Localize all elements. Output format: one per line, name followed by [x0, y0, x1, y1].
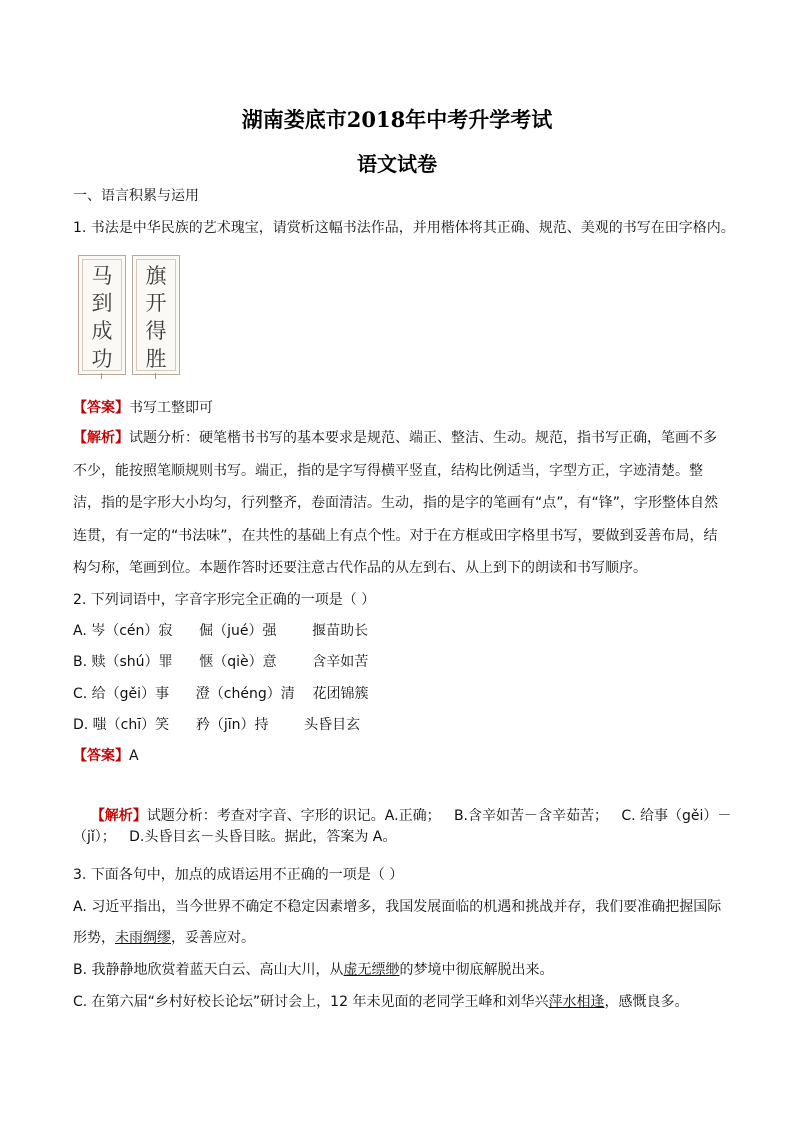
option-text: 形势， [73, 930, 115, 946]
calligraphy-artwork [78, 255, 186, 380]
q3-option-a-line2 [73, 928, 255, 948]
q2-option-d: D. 嗤（chī）笑 矜（jīn）持 头昏目玄 [73, 717, 361, 733]
calligraphy-char: 成 [91, 319, 113, 343]
section-heading: 一、语言积累与运用 [73, 188, 199, 204]
q3-option-c [73, 992, 688, 1012]
analysis-tag: 【解析】 [73, 430, 129, 446]
q3-option-a-line1: A. 习近平指出，当今世界不确定不稳定因素增多，我国发展面临的机遇和挑战并存，我们要准确把握国际 [73, 899, 722, 915]
q3-option-b [73, 960, 554, 980]
calligraphy-char: 旗 [145, 264, 167, 288]
option-text: B. 我静静地欣赏着蓝天白云、高山大川，从 [73, 962, 344, 978]
calligraphy-char: 功 [91, 347, 113, 371]
q2-option-c: C. 给（gěi）事 澄（chéng）清 花团锦簇 [73, 686, 369, 702]
q1-answer [73, 398, 213, 418]
q2-answer [73, 746, 139, 766]
exam-subtitle: 语文试卷 [357, 152, 437, 176]
idiom-underlined: 虚无缥缈 [343, 962, 400, 978]
calligraphy-char: 开 [145, 291, 167, 315]
q1-analysis [73, 422, 723, 585]
answer-text: 书写工整即可 [129, 400, 213, 416]
calligraphy-char: 马 [91, 264, 113, 288]
answer-tag: 【答案】 [73, 400, 129, 416]
answer-text: A [129, 748, 139, 764]
question-3: 3. 下面各句中，加点的成语运用不正确的一项是（ ） [73, 867, 404, 883]
question-1: 1. 书法是中华民族的艺术瑰宝，请赏析这幅书法作品，并用楷体将其正确、规范、美观的书写在田字格内。 [73, 220, 735, 236]
analysis-tag: 【解析】 [90, 808, 147, 824]
question-2: 2. 下列词语中，字音字形完全正确的一项是（ ） [73, 592, 376, 608]
answer-tag: 【答案】 [73, 748, 129, 764]
option-text: ，感慨良多。 [604, 994, 689, 1010]
calligraphy-left-column [78, 255, 126, 375]
exam-title: 湖南娄底市2018年中考升学考试 [241, 107, 553, 132]
calligraphy-char: 得 [145, 319, 167, 343]
idiom-underlined: 萍水相逢 [548, 994, 605, 1010]
calligraphy-char: 胜 [145, 347, 167, 371]
q2-analysis-line2: （jǐ）； D.头昏目玄－头昏目眩。据此，答案为 A。 [73, 829, 397, 845]
option-text: ，妥善应对。 [171, 930, 255, 946]
q2-option-a: A. 岑（cén）寂 倔（jué）强 揠苗助长 [73, 623, 369, 639]
calligraphy-char: 到 [91, 291, 113, 315]
q2-option-b: B. 赎（shú）罪 惬（qiè）意 含辛如苦 [73, 654, 369, 670]
analysis-text: 试题分析：硬笔楷书书写的基本要求是规范、端正、整洁、生动。规范，指书写正确，笔画不多不少，能按照笔顺规则书写。端正，指的是字写得横平竖直，结构比例适当，字型方正，字迹清楚。整洁，指的是字形大小均匀，行列整齐，卷面清洁。生动，指的是字的笔画有“点”，有“锋”，字形整体自然连贯，有一定的“书法味”，在共性的基础上有点个性。对于在方框或田字格里书写，要做到妥善布局，结构匀称，笔画到位。本题作答时还要注意古代作品的从左到右、从上到下的朗读和书写顺序。 [73, 430, 719, 576]
analysis-text: 试题分析：考查对字音、字形的识记。A.正确； B.含辛如苦－含辛茹苦； C. 给事（gěi）－ [146, 808, 732, 824]
option-text: 的梦境中彻底解脱出来。 [399, 962, 554, 978]
calligraphy-right-column [132, 255, 180, 375]
idiom-underlined: 未雨绸缪 [115, 930, 171, 946]
option-text: C. 在第六届“乡村好校长论坛”研讨会上，12 年未见面的老同学王峰和刘华兴 [73, 994, 549, 1010]
